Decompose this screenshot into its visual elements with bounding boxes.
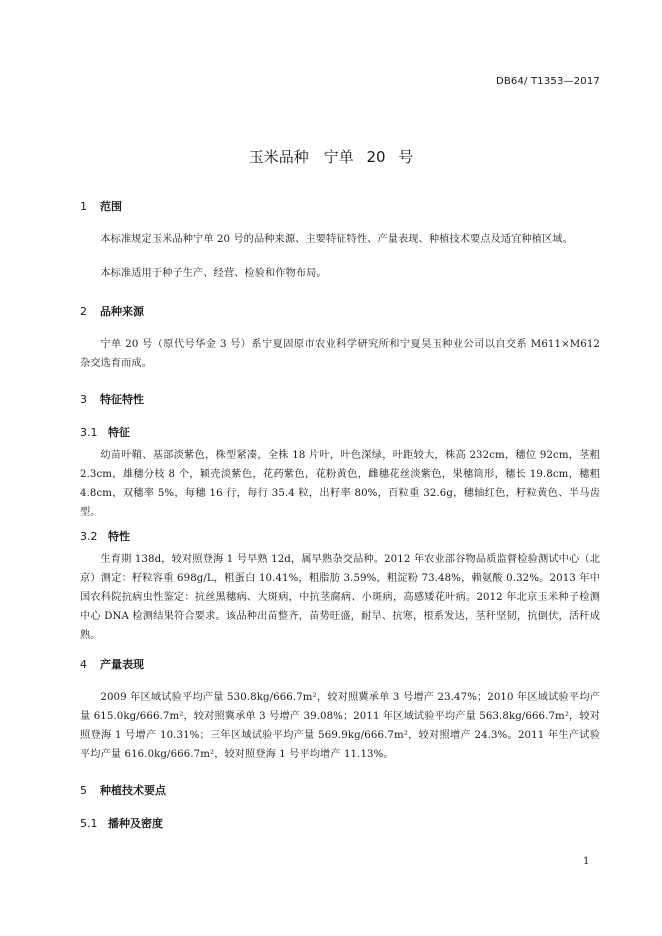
section-title: 范围 [100,200,122,213]
section-heading-characteristics [80,391,144,407]
subsection-heading-traits [80,528,130,544]
section-number: 5 [80,784,87,797]
section-heading-cultivation [80,782,166,798]
section-title: 种植技术要点 [100,784,166,797]
paragraph-scope-1: 本标准规定玉米品种宁单 20 号的品种来源、主要特征特性、产量表现、种植技术要点及适宜种植区域。 [100,234,573,245]
section-number: 4 [80,658,87,671]
section-number: 3 [80,393,87,406]
page-title: 玉米品种 宁单 20 号 [248,148,414,166]
section-number: 2 [80,305,87,318]
paragraph-traits: 生育期 138d，较对照登海 1 号早熟 12d，属早熟杂交品种。2012 年农业部谷物品质监督检验测试中心（北京）测定：籽粒容重 698g/L，粗蛋白 10.41%，粗脂肪 3.59%，粗淀粉 73.48%，赖氨酸 0.32%。2013 年中国农科院抗病虫性鉴定：抗丝黑穗病、大斑病，中抗茎腐病、小斑病，高感矮花叶病。2012 年北京玉米种子检测中心 DNA 检测结果符合要求。该品种出苗整齐，苗势旺盛，耐旱、抗寒，根系发达，茎秆坚韧，抗倒伏，活秆成熟。 [80,554,600,641]
section-heading-origin [80,303,144,319]
subsection-number: 3.1 [80,426,98,439]
subsection-title: 特征 [108,426,130,439]
subsection-heading-sowing [80,815,163,831]
section-heading-scope [80,198,122,214]
paragraph-yield: 2009 年区域试验平均产量 530.8kg/666.7m²，较对照冀承单 3 号增产 23.47%；2010 年区域试验平均产量 615.0kg/666.7m²，较对照冀承单 3 号增产 39.08%；2011 年区域试验平均产量 563.8kg/666.7m²，较对照登海 1 号增产 10.31%；三年区域试验平均产量 569.9kg/666.7m²，较对照增产 24.3%。2011 年生产试验平均产量 616.0kg/666.7m²，较对照登海 1 号平均增产 11.13%。 [80,692,600,760]
paragraph-scope-2: 本标准适用于种子生产、经营、检验和作物布局。 [100,268,327,279]
subsection-number: 5.1 [80,817,98,830]
section-title: 特征特性 [100,393,144,406]
paragraph-features: 幼苗叶鞘、基部淡紫色，株型紧凑，全株 18 片叶，叶色深绿，叶距较大，株高 232cm，穗位 92cm，茎粗 2.3cm，雄穗分枝 8 个，颖壳淡紫色，花药紫色，花粉黄色，雌穗花丝淡紫色，果穗筒形，穗长 19.8cm，穗粗 4.8cm，双穗率 5%，每穗 16 行，每行 35.4 粒，出籽率 80%，百粒重 32.6g，穗轴红色，籽粒黄色、半马齿型。 [80,450,600,518]
subsection-heading-features [80,424,130,440]
section-heading-yield [80,656,144,672]
section-title: 品种来源 [100,305,144,318]
subsection-title: 特性 [108,530,130,543]
subsection-title: 播种及密度 [108,817,163,830]
standard-code: DB64/ T1353—2017 [495,76,600,87]
section-number: 1 [80,200,87,213]
paragraph-origin: 宁单 20 号（原代号华金 3 号）系宁夏固原市农业科学研究所和宁夏昊玉种业公司以自交系 M611×M612 杂交选育而成。 [80,339,600,369]
section-title: 产量表现 [100,658,144,671]
subsection-number: 3.2 [80,530,98,543]
page-number: 1 [583,856,590,867]
